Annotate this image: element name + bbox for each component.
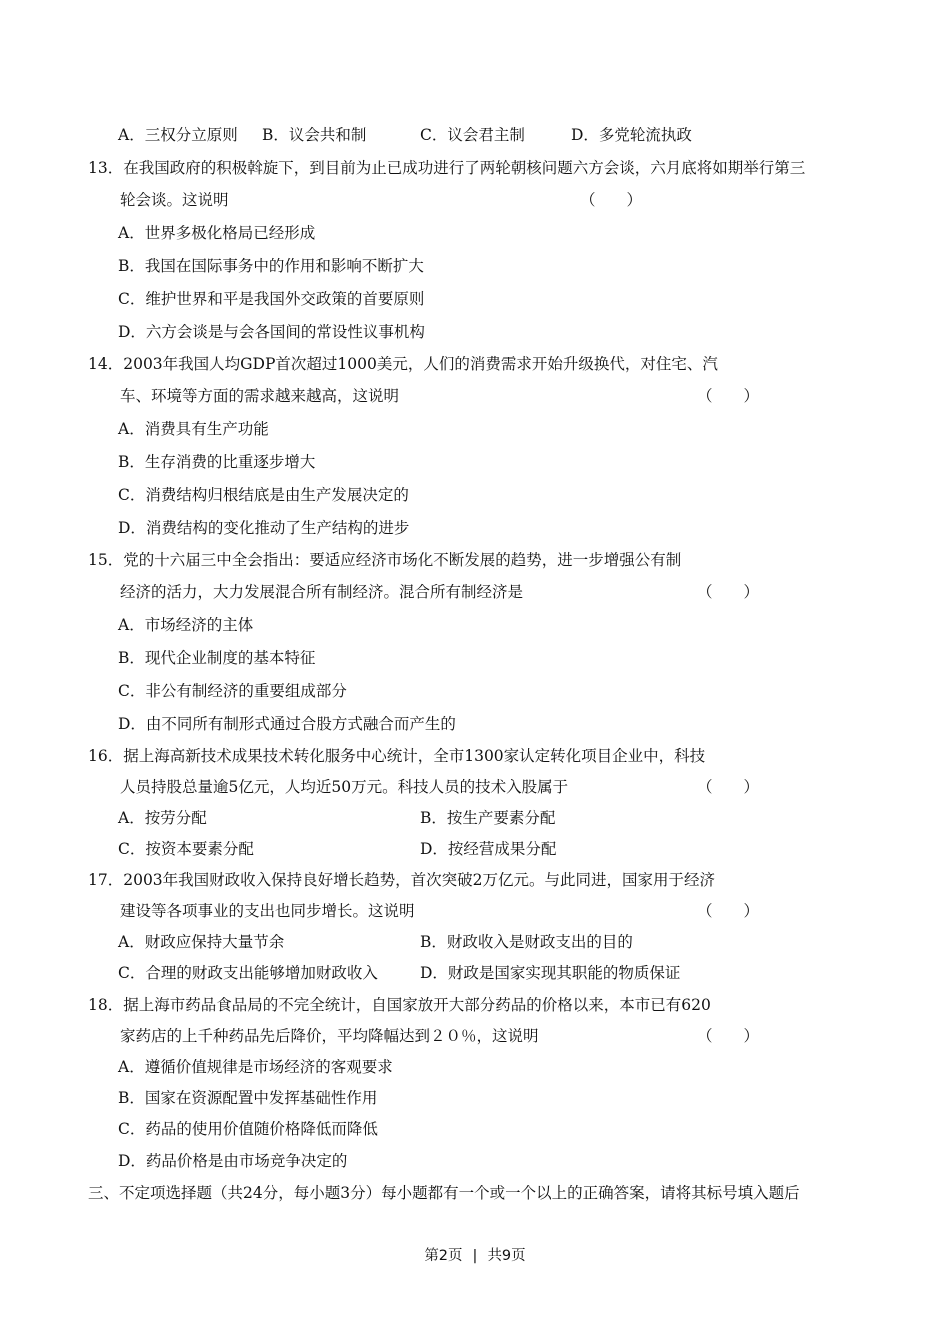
q16-option-d: D．按经营成果分配 [420,840,557,858]
q18-stem-line2: 家药店的上千种药品先后降价，平均降幅达到２０％，这说明 [120,1027,539,1045]
q15-answer-blank: （ ） [697,583,760,601]
q13-option-b: B．我国在国际事务中的作用和影响不断扩大 [118,257,424,275]
page-footer [0,1244,950,1265]
section3-heading: 三、不定项选择题（共24分，每小题3分）每小题都有一个或一个以上的正确答案，请将其标号填入题后 [88,1184,800,1202]
q16-option-a: A．按劳分配 [118,809,207,827]
q14-option-b: B．生存消费的比重逐步增大 [118,453,316,471]
q13-answer-blank: （ ） [580,191,643,209]
q17-option-c: C．合理的财政支出能够增加财政收入 [118,964,378,982]
q14-stem-line1: 14．2003年我国人均GDP首次超过1000美元，人们的消费需求开始升级换代，对住宅、汽 [88,355,718,373]
q13-option-c: C．维护世界和平是我国外交政策的首要原则 [118,290,425,308]
q15-stem-line2: 经济的活力，大力发展混合所有制经济。混合所有制经济是 [120,583,524,601]
q18-option-d: D．药品价格是由市场竞争决定的 [118,1152,348,1170]
q15-option-a: A．市场经济的主体 [118,616,254,634]
q17-option-d: D．财政是国家实现其职能的物质保证 [420,964,681,982]
q15-option-d: D．由不同所有制形式通过合股方式融合而产生的 [118,715,456,733]
q16-stem-line2: 人员持股总量逾5亿元，人均近50万元。科技人员的技术入股属于 [120,778,569,796]
q16-option-c: C．按资本要素分配 [118,840,254,858]
q12-option-d: D．多党轮流执政 [571,126,692,144]
q14-option-c: C．消费结构归根结底是由生产发展决定的 [118,486,409,504]
q16-option-b: B．按生产要素分配 [420,809,556,827]
q13-stem-line2: 轮会谈。这说明 [120,191,229,209]
q16-stem-line1: 16．据上海高新技术成果技术转化服务中心统计，全市1300家认定转化项目企业中，科技 [88,747,706,765]
q17-option-b: B．财政收入是财政支出的目的 [420,933,633,951]
q13-option-d: D．六方会谈是与会各国间的常设性议事机构 [118,323,425,341]
q13-stem-line1: 13．在我国政府的积极斡旋下，到目前为止已成功进行了两轮朝核问题六方会谈，六月底将如期举行第三 [88,159,806,177]
q12-option-c: C．议会君主制 [420,126,525,144]
q13-option-a: A．世界多极化格局已经形成 [118,224,316,242]
q15-stem-line1: 15．党的十六届三中全会指出：要适应经济市场化不断发展的趋势，进一步增强公有制 [88,551,682,569]
q14-stem-line2: 车、环境等方面的需求越来越高，这说明 [120,387,400,405]
q12-option-b: B．议会共和制 [262,126,367,144]
q18-stem-line1: 18．据上海市药品食品局的不完全统计，自国家放开大部分药品的价格以来，本市已有620 [88,996,711,1014]
q17-stem-line1: 17．2003年我国财政收入保持良好增长趋势，首次突破2万亿元。与此同进，国家用于经济 [88,871,716,889]
q18-option-a: A．遵循价值规律是市场经济的客观要求 [118,1058,393,1076]
page-total: 共9页 [487,1248,526,1264]
q17-option-a: A．财政应保持大量节余 [118,933,285,951]
page-number: 第2页 [424,1248,463,1264]
q15-option-c: C．非公有制经济的重要组成部分 [118,682,347,700]
q18-option-c: C．药品的使用价值随价格降低而降低 [118,1120,378,1138]
q14-answer-blank: （ ） [697,387,760,405]
q14-option-a: A．消费具有生产功能 [118,420,269,438]
q15-option-b: B．现代企业制度的基本特征 [118,649,316,667]
q18-answer-blank: （ ） [697,1027,760,1045]
footer-separator: | [472,1248,478,1264]
q12-option-a: A．三权分立原则 [118,126,238,144]
q17-stem-line2: 建设等各项事业的支出也同步增长。这说明 [120,902,415,920]
q17-answer-blank: （ ） [697,902,760,920]
q16-answer-blank: （ ） [697,778,760,796]
q18-option-b: B．国家在资源配置中发挥基础性作用 [118,1089,378,1107]
q14-option-d: D．消费结构的变化推动了生产结构的进步 [118,519,410,537]
